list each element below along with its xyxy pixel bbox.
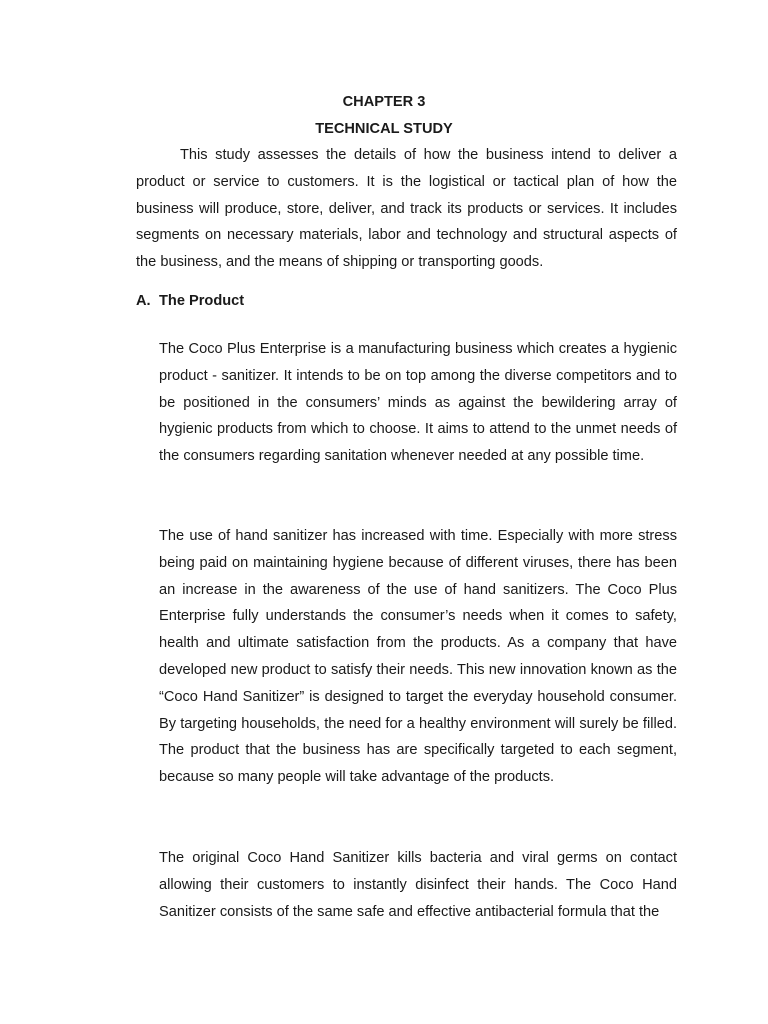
section-letter: A. (136, 293, 151, 309)
section-heading (136, 292, 244, 310)
chapter-number: CHAPTER 3 (342, 94, 426, 110)
product-paragraph-1: The Coco Plus Enterprise is a manufacturing business which creates a hygienic product - sanitizer. It intends to be on top among the diverse competitors and to be positioned in the consumers’ minds as against the bewildering array of hygienic products from which to choose. It aims to attend to the unmet needs of the consumers regarding sanitation whenever needed at any possible time. (159, 341, 677, 465)
intro-paragraph: This study assesses the details of how the business intend to deliver a product or service to customers. It is the logistical or tactical plan of how the business will produce, store, deliver, and track its products or services. It includes segments on necessary materials, labor and technology and structural aspects of the business, and the means of shipping or transporting goods. (136, 147, 677, 271)
chapter-title: TECHNICAL STUDY (315, 121, 453, 137)
section-title: The Product (159, 293, 245, 309)
product-paragraph-3: The original Coco Hand Sanitizer kills bacteria and viral germs on contact allowing their customers to instantly disinfect their hands. The Coco Hand Sanitizer consists of the same safe and effective antibacterial formula that the (159, 850, 677, 920)
product-paragraph-2: The use of hand sanitizer has increased with time. Especially with more stress being paid on maintaining hygiene because of different viruses, there has been an increase in the awareness of the use of hand sanitizers. The Coco Plus Enterprise fully understands the consumer’s needs when it comes to safety, health and ultimate satisfaction from the products. As a company that have developed new product to satisfy their needs. This new innovation known as the “Coco Hand Sanitizer” is designed to target the everyday household consumer. By targeting households, the need for a healthy environment will surely be filled. The product that the business has are specifically targeted to each segment, because so many people will take advantage of the products. (159, 528, 677, 786)
